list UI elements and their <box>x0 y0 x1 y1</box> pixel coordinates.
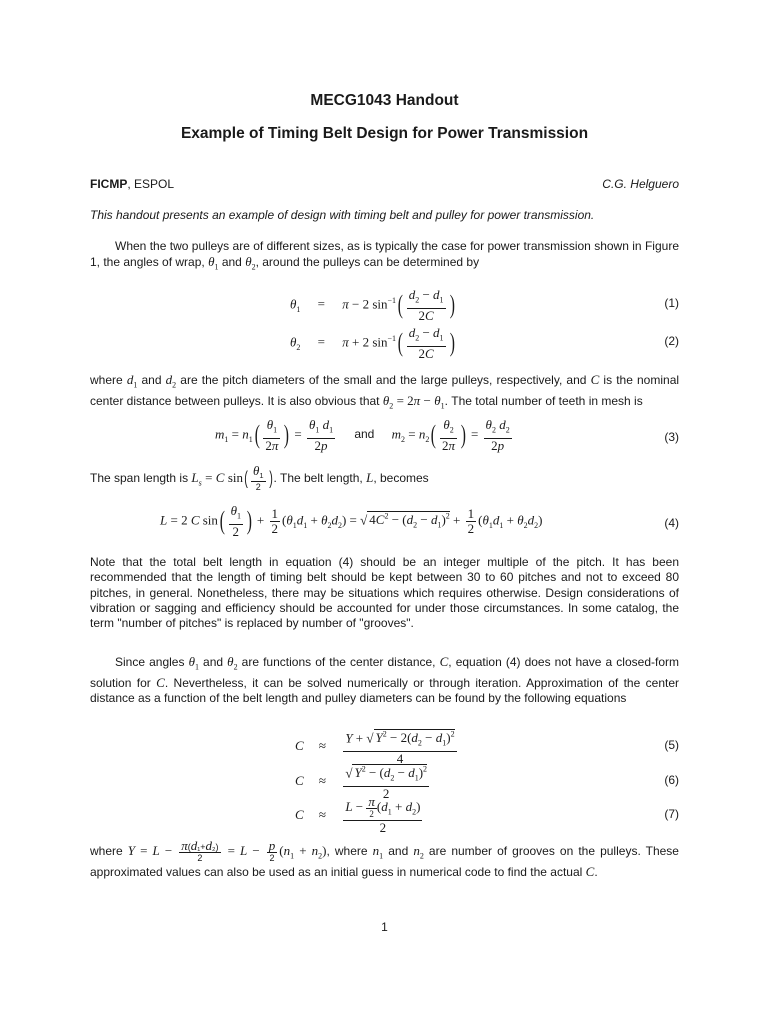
text: Since angles <box>115 655 185 669</box>
text: . Nevertheless, it can be solved numerically or through iteration. Approximation of the center distance as a function of the belt length and pulley diameters can be found by the following equations <box>90 675 679 705</box>
equation-4: L = 2 C sin( $\frac{\theta_1}{2}$ ) + $\frac{1}{2}$ $(\theta_1d_1 + \theta_2d_2)$ = √ $4C^2 - (d_2 - d_1)^2$ + $\frac{1}{2}$ $(\theta_1d_1 + \theta_2d_2)$ (4) <box>160 503 679 539</box>
abstract: This handout presents an example of design with timing belt and pulley for power transmission. <box>90 208 595 222</box>
equation-5: C ≈ $\frac{Y + √ Y^2 - 2(d_2 - d_1)^2}{4}$ (5) <box>295 730 679 766</box>
affiliation-bold: FICMP <box>90 177 128 191</box>
text: , equation (4) does not have a closed-form solution for <box>90 655 679 690</box>
paragraph-6: where Y = L − $\frac{\text{π(d₁+d₂)}}{2}$ = L − $\frac{p}{2}$ $(n_1 + n_2)$, where $n_1$ and $n_2$ are number of grooves on the pulleys. These approximated values can also be used as an initial guess in numerical code to find the actual C. <box>90 838 679 879</box>
equation-3: $m_1 = n_1$( $\frac{\theta_1}{2\pi}$ ) = $\frac{\theta_1 d_1}{2p}$ and $m_2 = n_2$( $\frac{\theta_2}{2\pi}$ ) = $\frac{\theta_2 d_2}{2p}$ (3) <box>215 417 679 453</box>
equation-number: (5) <box>664 738 679 752</box>
text: where <box>90 844 123 859</box>
equation-2: $\theta_2 = \pi + 2$ $\sin^{-1}$( $\frac{d_2 - d_1}{2C}$ ) (2) <box>290 325 679 361</box>
equation-1: $\theta_1 = \pi - 2$ $\sin^{-1}$( $\frac{d_2 - d_1}{2C}$ ) (1) <box>290 287 679 323</box>
paragraph-4: Note that the total belt length in equation (4) should be an integer multiple of the pitch. It has been recommended that the length of timing belt should be kept between 30 to 60 pitches and not to exceed 80 pitches, in general. Nonetheless, there may be situations which requires otherwise. Design considerations of vibration or sagging and efficiency should be accounted for under those circumstances. In some catalog, the term "number of pitches" is replaced by number of "grooves". <box>90 555 679 631</box>
text: are the pitch diameters of the small and the large pulleys, respectively, and <box>180 373 587 387</box>
text: . The total number of teeth in mesh is <box>444 393 643 408</box>
text: When the two pulleys are of different sizes, as is typically the case for power transmission shown in Figure 1, the angles of wrap, <box>90 239 679 270</box>
affiliation-rest: , ESPOL <box>127 177 175 191</box>
equation-number: (3) <box>664 430 679 444</box>
text: and <box>203 655 224 669</box>
text: , becomes <box>373 471 429 486</box>
text: and <box>221 255 242 270</box>
paragraph-3: The span length is $L_s = C$ sin( $\frac{\theta_1}{2}$ ). The belt length, L, becomes <box>90 463 429 492</box>
document-title: Example of Timing Belt Design for Power Transmission <box>180 125 589 142</box>
author: C.G. Helguero <box>602 177 679 191</box>
course-title: MECG1043 Handout <box>310 92 459 109</box>
text: are functions of the center distance, <box>241 655 436 669</box>
paragraph-5: Since angles $\theta_1$ and $\theta_2$ are functions of the center distance, C, equation (4) does not have a closed-form solution for C. Nevertheless, it can be solved numerically or through iteration. Approximation of the center distance as a function of the belt length and pulley diameters can be found by the following equations <box>90 654 679 705</box>
handout-page <box>90 0 679 1024</box>
equation-6: C ≈ $\frac{√ Y^2 - (d_2 - d_1)^2}{2}$ (6) <box>295 765 679 801</box>
page-number: 1 <box>381 920 388 934</box>
text: and <box>388 844 409 859</box>
affiliation <box>90 177 174 191</box>
equation-number: (1) <box>664 296 679 310</box>
equation-number: (2) <box>664 334 679 348</box>
text: The span length is <box>90 471 189 486</box>
equation-number: (4) <box>664 516 679 530</box>
equation-number: (7) <box>664 807 679 821</box>
text: is the nominal center distance between pulleys. It is also obvious that <box>90 373 680 408</box>
text: and <box>141 373 162 387</box>
text: , where <box>326 844 368 859</box>
paragraph-1: When the two pulleys are of different sizes, as is typically the case for power transmission shown in Figure 1, the angles of wrap, $\theta_1$ and $\theta_2$, around the pulleys can be determined by <box>90 239 679 272</box>
text: , around the pulleys can be determined by <box>255 255 480 270</box>
text: are number of grooves on the pulleys. These approximated values can also be used as an initial guess in numerical code to find the actual <box>90 844 679 879</box>
equation-7: C ≈ L − $\frac{\pi}{2}$ $(d_1 + d_2)$ 2 (7) <box>295 794 679 835</box>
and-word: and <box>354 427 375 442</box>
text: . The belt length, <box>273 471 363 486</box>
equation-number: (6) <box>664 773 679 787</box>
paragraph-2: where $d_1$ and $d_2$ are the pitch diameters of the small and the large pulleys, respectively, and C is the nominal center distance between pulleys. It is also obvious that $\theta_2 = 2\pi - \theta_1$. The total number of teeth in mesh is <box>90 372 680 411</box>
text: where <box>90 373 123 387</box>
